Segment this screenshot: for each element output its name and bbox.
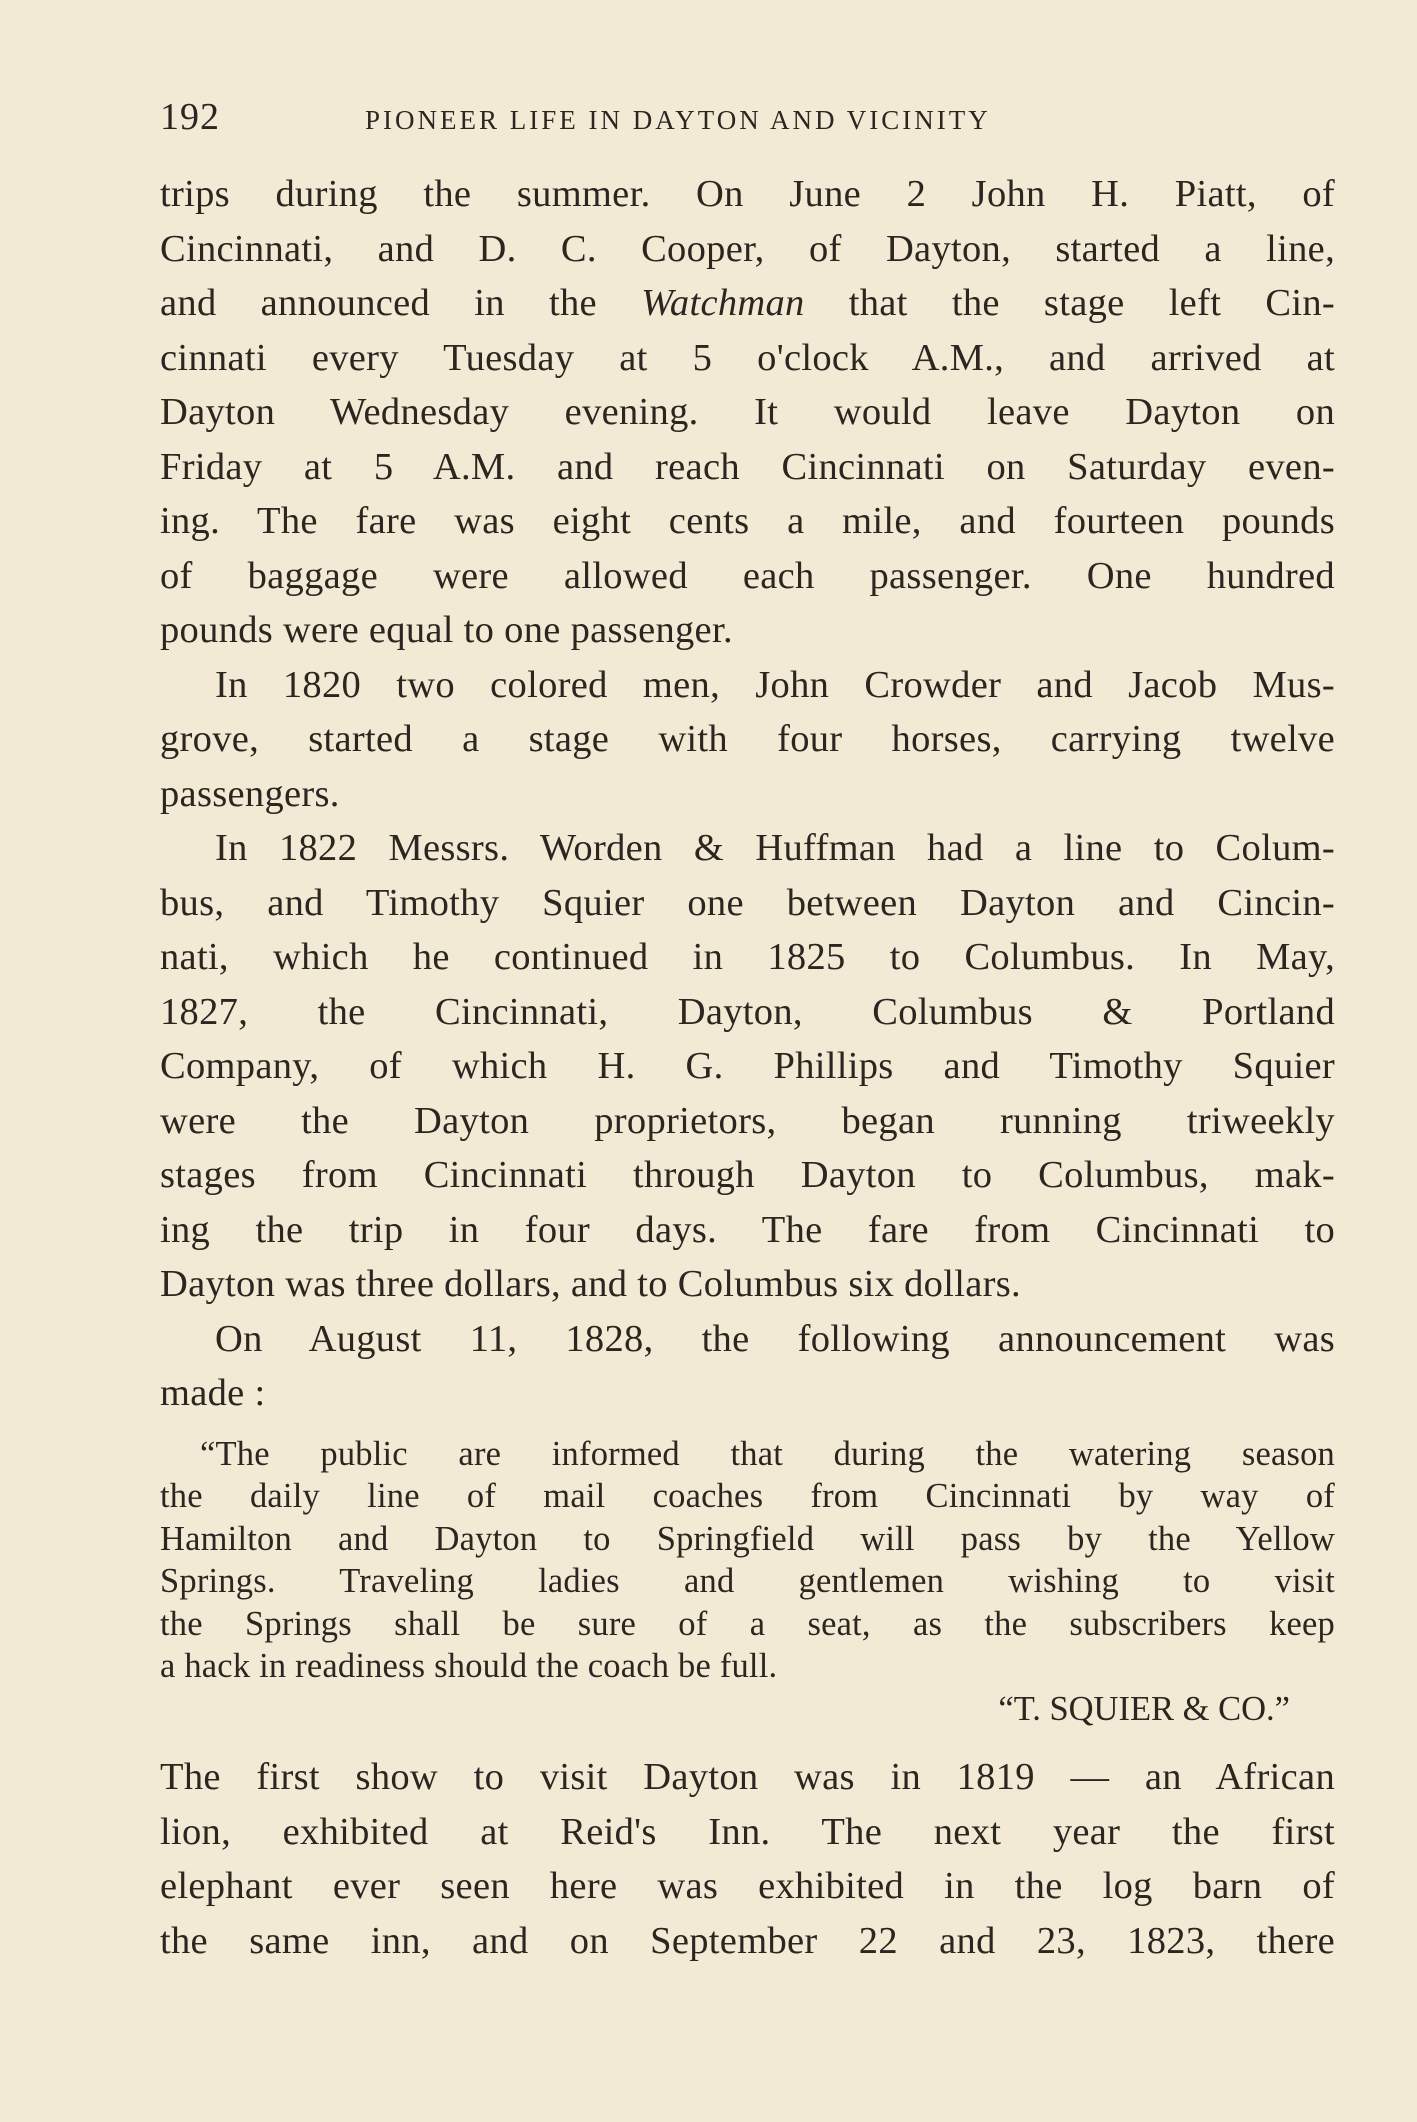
quote-line: Springs. Traveling ladies and gentlemen wishing to visit (160, 1562, 1335, 1600)
quote-signature: “T. SQUIER & CO.” (998, 1689, 1290, 1728)
text-line: pounds were equal to one passenger. (160, 609, 733, 651)
text-line: On August 11, 1828, the following announcement was (215, 1317, 1335, 1360)
text-line: Dayton Wednesday evening. It would leave Dayton on (160, 391, 1335, 433)
text-line: ing. The fare was eight cents a mile, and fourteen pounds (160, 500, 1335, 542)
paragraph-announcement-intro (160, 1312, 1335, 1421)
text-line: of baggage were allowed each passenger. One hundred (160, 554, 1335, 597)
text-line: elephant ever seen here was exhibited in the log barn of (160, 1865, 1335, 1907)
quote-line: “The public are informed that during the watering season (200, 1434, 1335, 1473)
text-line: made : (160, 1372, 266, 1414)
text-line: The first show to visit Dayton was in 1819 — an African (160, 1756, 1335, 1798)
text-segment: and announced in the (160, 282, 642, 324)
quote-line: the daily line of mail coaches from Cincinnati by way of (160, 1477, 1335, 1515)
text-line: grove, started a stage with four horses, carrying twelve (160, 718, 1335, 760)
text-line: Company, of which H. G. Phillips and Timothy Squier (160, 1045, 1335, 1087)
text-line: 1827, the Cincinnati, Dayton, Columbus & Portland (160, 990, 1335, 1033)
text-line: nati, which he continued in 1825 to Columbus. In May, (160, 936, 1335, 978)
paragraph-colored-men-stage (160, 658, 1335, 822)
page-number: 192 (160, 96, 220, 138)
paragraph-worden-huffman (160, 821, 1335, 1312)
text-line: the same inn, and on September 22 and 23, 1823, there (160, 1919, 1335, 1962)
text-line: ing the trip in four days. The fare from Cincinnati to (160, 1208, 1335, 1251)
text-segment: that the stage left Cin- (804, 282, 1335, 324)
text-line: stages from Cincinnati through Dayton to Columbus, mak- (160, 1154, 1335, 1196)
paragraph-first-show (160, 1750, 1335, 1968)
newspaper-title: Watchman (641, 282, 805, 324)
quote-line: Hamilton and Dayton to Springfield will pass by the Yellow (160, 1519, 1335, 1558)
text-line: bus, and Timothy Squier one between Dayton and Cincin- (160, 881, 1335, 924)
text-line: lion, exhibited at Reid's Inn. The next year the first (160, 1810, 1335, 1853)
running-title: PIONEER LIFE IN DAYTON AND VICINITY (365, 105, 991, 135)
text-line (160, 276, 1335, 331)
text-line: trips during the summer. On June 2 John H. Piatt, of (160, 173, 1335, 215)
running-head (160, 95, 1335, 155)
quote-line: a hack in readiness should the coach be full. (160, 1647, 778, 1685)
text-line: Dayton was three dollars, and to Columbus six dollars. (160, 1263, 1021, 1305)
text-line: were the Dayton proprietors, began running triweekly (160, 1099, 1335, 1142)
text-line: passengers. (160, 772, 340, 815)
text-line: cinnati every Tuesday at 5 o'clock A.M., and arrived at (160, 336, 1335, 379)
block-quote (160, 1433, 1335, 1731)
text-line: Cincinnati, and D. C. Cooper, of Dayton, started a line, (160, 227, 1335, 270)
paragraph-stage-lines (160, 167, 1335, 658)
text-line: In 1820 two colored men, John Crowder and Jacob Mus- (215, 663, 1335, 706)
text-line: In 1822 Messrs. Worden & Huffman had a line to Colum- (215, 827, 1335, 869)
quote-line: the Springs shall be sure of a seat, as the subscribers keep (160, 1604, 1335, 1643)
text-line: Friday at 5 A.M. and reach Cincinnati on Saturday even- (160, 445, 1335, 488)
book-page (160, 95, 1335, 1968)
